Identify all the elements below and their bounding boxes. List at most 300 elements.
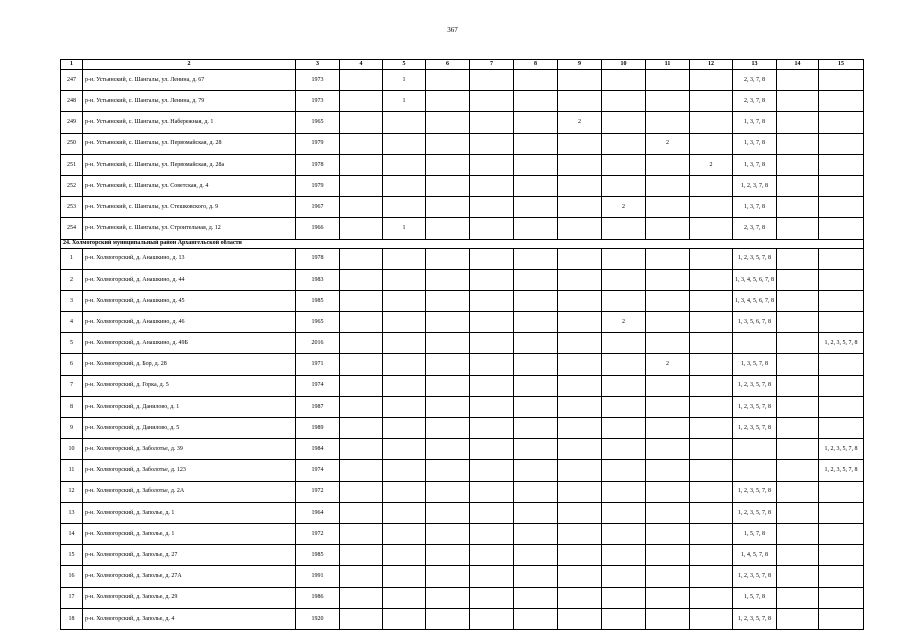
table-cell	[777, 396, 819, 417]
table-cell	[777, 218, 819, 239]
table-cell	[690, 566, 733, 587]
table-cell	[777, 587, 819, 608]
table-cell	[646, 91, 690, 112]
table-cell: 2, 3, 7, 8	[733, 218, 777, 239]
table-cell	[819, 375, 864, 396]
table-cell: 1966	[296, 218, 340, 239]
table-cell: 254	[61, 218, 83, 239]
table-body-ustyansky	[61, 70, 864, 240]
table-cell	[426, 91, 470, 112]
column-header: 1	[61, 60, 83, 70]
table-cell	[558, 269, 602, 290]
table-cell	[690, 502, 733, 523]
column-header: 7	[470, 60, 514, 70]
table-cell: 250	[61, 133, 83, 154]
address-cell: р-н. Устьянский, с. Шангалы, ул. Первомайская, д. 28	[83, 133, 296, 154]
table-cell	[514, 439, 558, 460]
table-row	[61, 481, 864, 502]
table-cell: 1965	[296, 112, 340, 133]
table-cell	[819, 354, 864, 375]
address-cell: р-н. Устьянский, с. Шангалы, ул. Первомайская, д. 28а	[83, 154, 296, 175]
table-cell	[819, 396, 864, 417]
table-cell	[690, 608, 733, 629]
table-cell	[558, 608, 602, 629]
table-row	[61, 566, 864, 587]
address-cell: р-н. Холмогорский, д. Горка, д. 5	[83, 375, 296, 396]
table-cell	[426, 396, 470, 417]
table-cell	[340, 312, 383, 333]
table-cell: 1, 3, 7, 8	[733, 154, 777, 175]
table-cell: 1989	[296, 418, 340, 439]
table-cell	[777, 197, 819, 218]
table-cell: 1	[61, 248, 83, 269]
table-cell	[819, 175, 864, 196]
table-cell: 18	[61, 608, 83, 629]
table-cell	[426, 218, 470, 239]
table-row	[61, 396, 864, 417]
address-cell: р-н. Холмогорский, д. Анашкино, д. 46	[83, 312, 296, 333]
table-cell	[558, 312, 602, 333]
table-cell: 1, 5, 7, 8	[733, 523, 777, 544]
table-cell: 2	[61, 269, 83, 290]
table-cell	[340, 133, 383, 154]
table-cell	[426, 608, 470, 629]
table-cell	[514, 523, 558, 544]
column-header: 11	[646, 60, 690, 70]
table-cell	[777, 312, 819, 333]
table-cell	[340, 290, 383, 311]
table-cell	[470, 70, 514, 91]
table-cell	[470, 502, 514, 523]
table-cell: 1986	[296, 587, 340, 608]
table-cell	[558, 154, 602, 175]
address-cell: р-н. Холмогорский, д. Заполье, д. 4	[83, 608, 296, 629]
address-cell: р-н. Холмогорский, д. Заполье, д. 1	[83, 502, 296, 523]
table-cell	[514, 608, 558, 629]
table-row	[61, 91, 864, 112]
table-cell	[819, 418, 864, 439]
table-cell	[340, 460, 383, 481]
table-cell	[514, 70, 558, 91]
table-cell: 2	[558, 112, 602, 133]
table-cell	[340, 439, 383, 460]
table-row	[61, 290, 864, 311]
table-cell	[690, 481, 733, 502]
table-row	[61, 587, 864, 608]
table-cell	[646, 70, 690, 91]
table-cell: 1, 2, 3, 5, 7, 8	[733, 608, 777, 629]
table-cell	[819, 133, 864, 154]
table-cell	[426, 312, 470, 333]
table-cell: 1964	[296, 502, 340, 523]
table-cell	[426, 439, 470, 460]
column-header: 4	[340, 60, 383, 70]
table-cell: 1	[383, 91, 426, 112]
table-cell	[470, 218, 514, 239]
table-cell	[733, 439, 777, 460]
table-cell: 247	[61, 70, 83, 91]
column-header: 5	[383, 60, 426, 70]
table-cell	[733, 460, 777, 481]
table-cell	[819, 154, 864, 175]
table-row	[61, 112, 864, 133]
table-cell: 1, 2, 3, 5, 7, 8	[733, 418, 777, 439]
table-cell	[383, 439, 426, 460]
table-cell: 12	[61, 481, 83, 502]
table-row	[61, 269, 864, 290]
table-cell	[340, 154, 383, 175]
table-cell	[646, 197, 690, 218]
table-cell	[514, 566, 558, 587]
table-cell: 1, 2, 3, 7, 8	[733, 175, 777, 196]
address-cell: р-н. Холмогорский, д. Заполье, д. 27А	[83, 566, 296, 587]
table-cell	[340, 566, 383, 587]
table-cell	[690, 248, 733, 269]
table-cell	[558, 218, 602, 239]
table-cell	[646, 566, 690, 587]
table-cell	[602, 333, 646, 354]
table-cell	[690, 375, 733, 396]
table-cell	[819, 312, 864, 333]
table-cell: 1991	[296, 566, 340, 587]
table-cell	[340, 481, 383, 502]
table-cell	[819, 248, 864, 269]
table-cell	[340, 502, 383, 523]
table-cell: 7	[61, 375, 83, 396]
table-cell	[426, 175, 470, 196]
table-cell	[602, 175, 646, 196]
table-cell	[514, 197, 558, 218]
table-cell	[819, 523, 864, 544]
table-cell	[426, 133, 470, 154]
table-row	[61, 545, 864, 566]
table-cell	[470, 375, 514, 396]
table-cell	[383, 608, 426, 629]
table-cell: 2, 3, 7, 8	[733, 70, 777, 91]
table-cell	[426, 460, 470, 481]
page-number: 367	[447, 26, 458, 34]
table-cell	[383, 248, 426, 269]
table-cell	[602, 608, 646, 629]
table-cell: 1972	[296, 523, 340, 544]
table-cell	[558, 290, 602, 311]
table-cell	[602, 248, 646, 269]
table-cell	[777, 418, 819, 439]
column-header: 10	[602, 60, 646, 70]
table-cell: 1, 3, 4, 5, 6, 7, 8	[733, 290, 777, 311]
table-cell	[470, 248, 514, 269]
table-cell	[602, 566, 646, 587]
table-cell	[383, 333, 426, 354]
table-cell	[819, 70, 864, 91]
table-cell	[558, 566, 602, 587]
table-cell: 8	[61, 396, 83, 417]
table-cell: 1984	[296, 439, 340, 460]
table-cell	[514, 502, 558, 523]
section-header	[61, 239, 864, 248]
table-cell	[602, 290, 646, 311]
table-cell	[470, 523, 514, 544]
table-cell	[514, 175, 558, 196]
table-cell	[602, 545, 646, 566]
table-cell	[690, 133, 733, 154]
table-cell: 1979	[296, 175, 340, 196]
address-cell: р-н. Холмогорский, д. Заполье, д. 29	[83, 587, 296, 608]
column-header: 14	[777, 60, 819, 70]
table-cell	[690, 523, 733, 544]
table-cell	[383, 396, 426, 417]
table-cell	[646, 218, 690, 239]
table-cell: 1973	[296, 91, 340, 112]
section-row	[61, 239, 864, 248]
address-cell: р-н. Холмогорский, д. Анашкино, д. 49Б	[83, 333, 296, 354]
table-cell	[383, 312, 426, 333]
table-cell: 252	[61, 175, 83, 196]
table-cell	[646, 312, 690, 333]
table-cell	[470, 418, 514, 439]
table-cell	[777, 154, 819, 175]
table-cell	[340, 197, 383, 218]
table-cell	[383, 133, 426, 154]
table-cell: 1, 5, 7, 8	[733, 587, 777, 608]
table-cell: 1985	[296, 290, 340, 311]
table-cell	[646, 608, 690, 629]
table-cell	[777, 608, 819, 629]
table-cell	[514, 133, 558, 154]
table-cell	[646, 502, 690, 523]
table-cell	[558, 375, 602, 396]
address-cell: р-н. Холмогорский, д. Заполье, д. 1	[83, 523, 296, 544]
table-cell	[514, 481, 558, 502]
column-header: 12	[690, 60, 733, 70]
table-cell	[819, 112, 864, 133]
table-row	[61, 418, 864, 439]
table-cell	[470, 269, 514, 290]
address-cell: р-н. Устьянский, с. Шангалы, ул. Стешковского, д. 9	[83, 197, 296, 218]
table-cell	[602, 70, 646, 91]
table-cell: 9	[61, 418, 83, 439]
table-cell	[602, 523, 646, 544]
table-cell	[340, 269, 383, 290]
table-cell	[426, 545, 470, 566]
table-cell	[426, 375, 470, 396]
table-cell	[777, 269, 819, 290]
table-cell	[558, 197, 602, 218]
table-cell	[383, 154, 426, 175]
table-cell	[514, 545, 558, 566]
table-cell	[690, 439, 733, 460]
table-cell: 251	[61, 154, 83, 175]
table-cell	[383, 481, 426, 502]
table-cell: 1, 3, 7, 8	[733, 112, 777, 133]
address-cell: р-н. Холмогорский, д. Заболотье, д. 2А	[83, 481, 296, 502]
table-cell	[470, 91, 514, 112]
table-cell	[558, 418, 602, 439]
table-cell	[340, 587, 383, 608]
table-cell: 248	[61, 91, 83, 112]
table-cell	[558, 333, 602, 354]
table-cell: 11	[61, 460, 83, 481]
column-header: 2	[83, 60, 296, 70]
table-cell	[426, 566, 470, 587]
table-cell	[340, 91, 383, 112]
table-cell	[777, 481, 819, 502]
table-cell: 1, 3, 7, 8	[733, 133, 777, 154]
table-cell	[777, 523, 819, 544]
table-cell: 1978	[296, 248, 340, 269]
table-cell	[340, 333, 383, 354]
table-cell	[558, 396, 602, 417]
table-cell: 2	[646, 133, 690, 154]
table-cell: 1, 3, 5, 6, 7, 8	[733, 312, 777, 333]
table-row	[61, 375, 864, 396]
table-cell	[819, 269, 864, 290]
table-cell	[340, 175, 383, 196]
address-cell: р-н. Холмогорский, д. Анашкино, д. 13	[83, 248, 296, 269]
table-cell	[819, 502, 864, 523]
table-cell	[514, 248, 558, 269]
table-cell	[690, 218, 733, 239]
table-cell	[340, 70, 383, 91]
address-cell: р-н. Устьянский, с. Шангалы, ул. Набережная, д. 1	[83, 112, 296, 133]
table-cell	[558, 460, 602, 481]
table-cell: 14	[61, 523, 83, 544]
table-cell	[426, 587, 470, 608]
table-cell: 1	[383, 218, 426, 239]
address-cell: р-н. Холмогорский, д. Данилово, д. 1	[83, 396, 296, 417]
table-cell	[819, 545, 864, 566]
table-cell	[383, 545, 426, 566]
table-cell	[383, 269, 426, 290]
address-cell: р-н. Холмогорский, д. Заболотье, д. 39	[83, 439, 296, 460]
table-cell	[602, 375, 646, 396]
table-cell: 1972	[296, 481, 340, 502]
table-row	[61, 175, 864, 196]
table-cell	[383, 418, 426, 439]
column-header: 8	[514, 60, 558, 70]
table-cell	[558, 91, 602, 112]
table-cell	[602, 91, 646, 112]
table-cell	[690, 175, 733, 196]
table-cell	[602, 481, 646, 502]
table-cell: 6	[61, 354, 83, 375]
table-row	[61, 460, 864, 481]
table-cell	[514, 375, 558, 396]
table-cell	[558, 70, 602, 91]
table-cell	[340, 354, 383, 375]
table-cell	[690, 354, 733, 375]
table-cell	[383, 290, 426, 311]
table-cell: 10	[61, 439, 83, 460]
table-row	[61, 354, 864, 375]
table-cell	[690, 312, 733, 333]
table-cell	[690, 269, 733, 290]
table-cell	[777, 354, 819, 375]
table-cell	[514, 587, 558, 608]
table-cell	[777, 175, 819, 196]
address-cell: р-н. Холмогорский, д. Данилово, д. 5	[83, 418, 296, 439]
table-cell	[819, 481, 864, 502]
table-cell: 1974	[296, 375, 340, 396]
table-cell	[470, 481, 514, 502]
table-cell	[777, 566, 819, 587]
table-cell: 1965	[296, 312, 340, 333]
table-cell: 2	[602, 312, 646, 333]
table-cell	[777, 133, 819, 154]
table-cell	[470, 290, 514, 311]
table-cell	[646, 439, 690, 460]
table-cell: 1, 2, 3, 5, 7, 8	[733, 248, 777, 269]
table-cell	[646, 523, 690, 544]
table-cell	[426, 418, 470, 439]
table-cell	[470, 460, 514, 481]
table-cell: 1, 2, 3, 5, 7, 8	[733, 375, 777, 396]
column-header: 9	[558, 60, 602, 70]
table-cell	[470, 133, 514, 154]
table-cell	[426, 354, 470, 375]
table-cell	[602, 354, 646, 375]
table-cell	[733, 333, 777, 354]
section-title: 24. Холмогорский муниципальный район Архангельской области	[61, 239, 864, 248]
table-cell	[646, 545, 690, 566]
table-cell	[340, 396, 383, 417]
table-cell: 2016	[296, 333, 340, 354]
table-row	[61, 197, 864, 218]
table-cell	[690, 70, 733, 91]
address-cell: р-н. Холмогорский, д. Бор, д. 28	[83, 354, 296, 375]
table-cell: 1, 2, 3, 5, 7, 8	[819, 460, 864, 481]
table-cell	[777, 460, 819, 481]
table-cell: 1, 3, 5, 7, 8	[733, 354, 777, 375]
table-cell: 1, 2, 3, 5, 7, 8	[733, 481, 777, 502]
column-header: 6	[426, 60, 470, 70]
table-cell	[514, 312, 558, 333]
table-cell	[777, 112, 819, 133]
table-cell: 1, 2, 3, 5, 7, 8	[733, 396, 777, 417]
table-cell	[602, 460, 646, 481]
table-cell	[646, 154, 690, 175]
table-row	[61, 523, 864, 544]
table-cell	[646, 460, 690, 481]
table-cell	[646, 375, 690, 396]
table-cell	[558, 481, 602, 502]
table-cell	[470, 608, 514, 629]
table-cell	[470, 354, 514, 375]
table-cell	[646, 481, 690, 502]
table-cell	[514, 91, 558, 112]
table-cell	[777, 375, 819, 396]
table-cell	[514, 218, 558, 239]
table-cell	[426, 70, 470, 91]
table-row	[61, 333, 864, 354]
table-cell: 1971	[296, 354, 340, 375]
table-cell	[690, 333, 733, 354]
table-cell: 16	[61, 566, 83, 587]
address-cell: р-н. Устьянский, с. Шангалы, ул. Ленина, д. 79	[83, 91, 296, 112]
table-cell	[819, 218, 864, 239]
table-cell	[514, 290, 558, 311]
table-cell	[602, 587, 646, 608]
table-cell	[426, 502, 470, 523]
column-header: 13	[733, 60, 777, 70]
address-cell: р-н. Устьянский, с. Шангалы, ул. Ленина, д. 67	[83, 70, 296, 91]
table-cell	[819, 197, 864, 218]
table-cell	[690, 396, 733, 417]
table-cell	[602, 502, 646, 523]
table-cell	[470, 587, 514, 608]
table-cell: 1978	[296, 154, 340, 175]
address-cell: р-н. Холмогорский, д. Анашкино, д. 45	[83, 290, 296, 311]
